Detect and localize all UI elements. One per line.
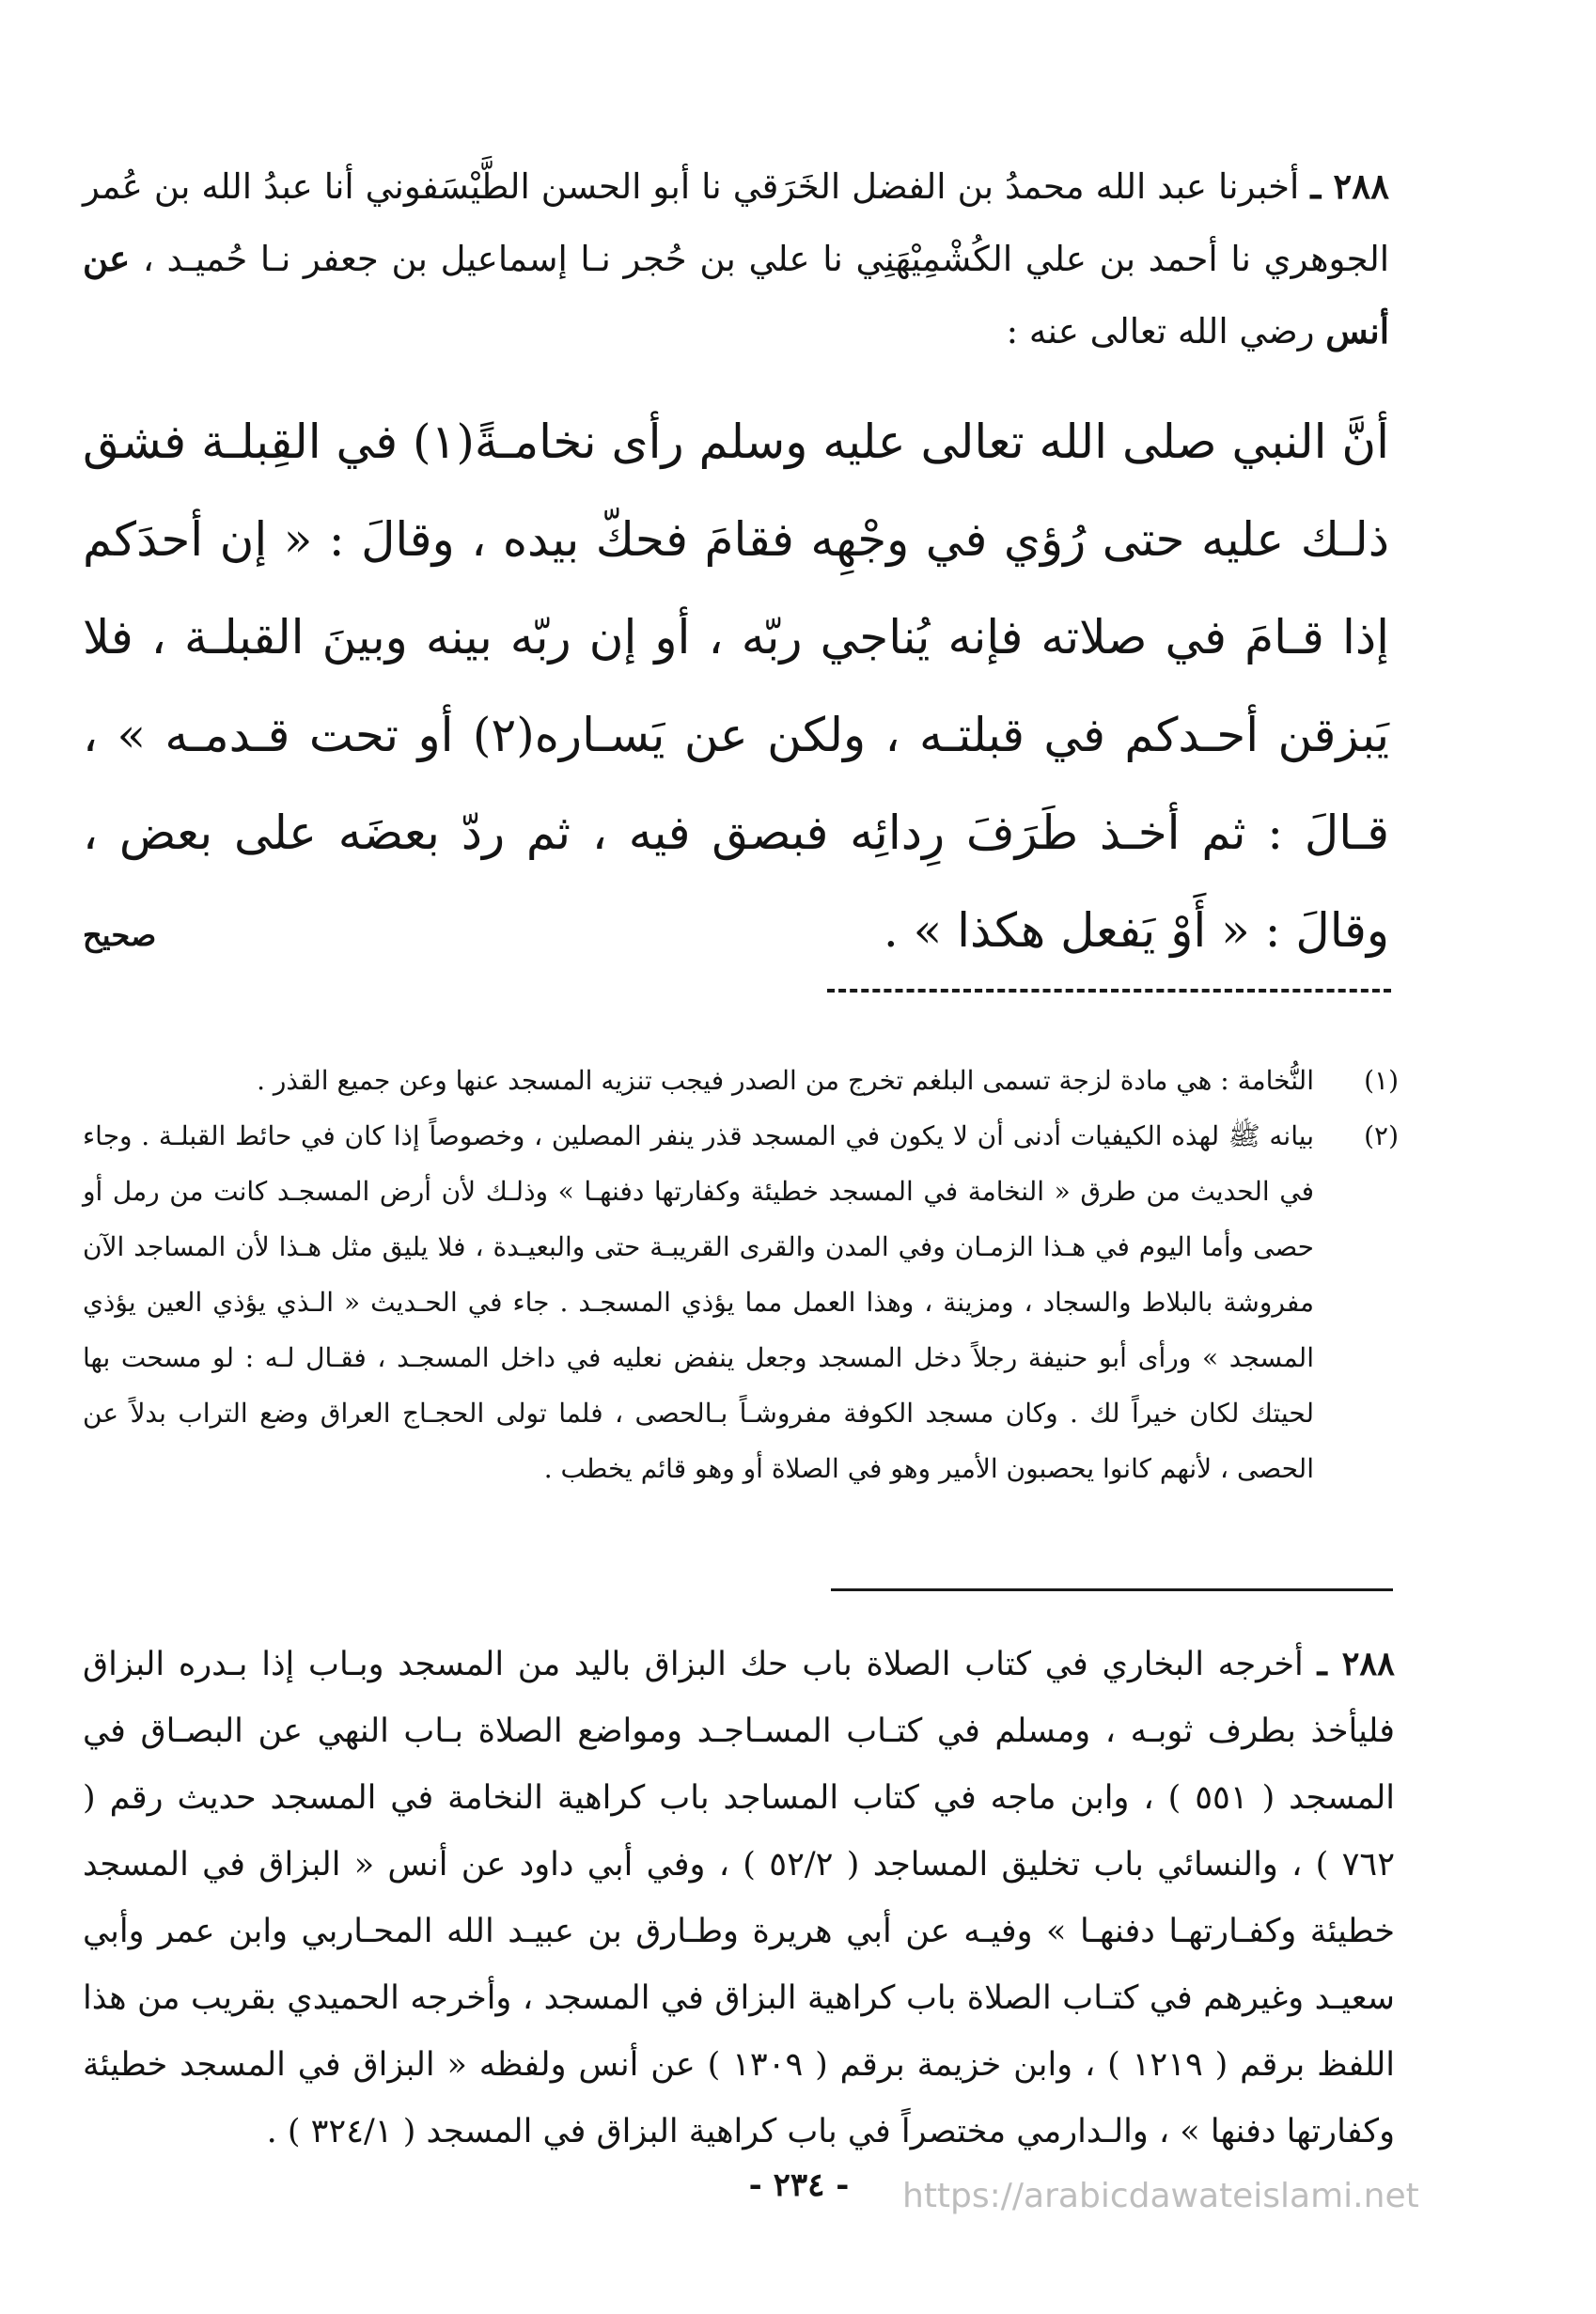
footnote-number: (٢) xyxy=(1364,1120,1399,1151)
narrator-name: عن أنس xyxy=(83,238,1389,352)
dashed-divider xyxy=(827,989,1391,993)
hadith-matn xyxy=(83,393,1389,979)
isnad-text: أخبرنا عبد الله محمدُ بن الفضل الخَرَقي نا أبو الحسن الطَّيْسَفوني أنا عبدُ الله بن عُمر الجوهري نا أحمد بن علي الكُشْمِيْهَنِي نا علي بن حُجر نـا إسماعيل بن جعفر نـا حُميـد ، xyxy=(83,166,1390,279)
watermark-url: https://arabicdawateislami.net xyxy=(902,2177,1419,2215)
takhrij-section xyxy=(83,1631,1395,2165)
hadith-number: ٢٨٨ ـ xyxy=(1310,165,1389,207)
footnote-number: (١) xyxy=(1364,1065,1399,1096)
hadith-isnad xyxy=(83,150,1389,367)
solid-divider xyxy=(831,1588,1393,1591)
footnotes xyxy=(83,1053,1399,1496)
footnote-2 xyxy=(83,1108,1399,1496)
takhrij-number: ٢٨٨ ـ xyxy=(1317,1645,1395,1683)
footnote-1 xyxy=(83,1053,1399,1108)
footnote-text: النُّخامة : هي مادة لزجة تسمى البلغم تخرج من الصدر فيجب تنزيه المسجد عنها وعن جميع القذر . xyxy=(257,1065,1314,1096)
matn-text: أنَّ النبي صلى الله تعالى عليه وسلم رأى نخامـةً(١) في القِبلـة فشق ذلـك عليه حتى رُؤي في وجْهِه فقامَ فحكّ بيده ، وقالَ : « إن أحدَكم إذا قـامَ في صلاته فإنه يُناجي ربّه ، أو إن ربّه بينه وبينَ القبلـة ، فلا يَبزقن أحـدكم في قبلتـه ، ولكن عن يَسـاره(٢) أو تحت قـدمـه » ، قـالَ : ثم أخـذ طَرَفَ رِدائِه فبصق فيه ، ثم ردّ بعضَه على بعض ، وقالَ : « أَوْ يَفعل هكذا » . xyxy=(83,414,1390,958)
hadith-grade: صحيح xyxy=(83,917,157,953)
footnote-text: بيانه ﷺ لهذه الكيفيات أدنى أن لا يكون في المسجد قذر ينفر المصلين ، وخصوصاً إذا كان في حائط القبلـة . وجاء في الحديث من طرق « النخامة في المسجد خطيئة وكفارتها دفنهـا » وذلـك لأن أرض المسجـد كانت من رمل أو حصى وأما اليوم في هـذا الزمـان وفي المدن والقرى القريبـة حتى والبعيـدة ، فلا يليق مثل هـذا لأن المساجد الآن مفروشة بالبلاط والسجاد ، ومزينة ، وهذا العمل مما يؤذي المسجـد . جاء في الحـديث « الـذي يؤذي العين يؤذي المسجد » ورأى أبو حنيفة رجلاً دخل المسجد وجعل ينفض نعليه في داخل المسجـد ، فقـال لـه : لو مسحت بها لحيتك لكان خيراً لك . وكان مسجد الكوفة مفروشـاً بـالحصى ، فلما تولى الحجـاج العراق وضع التراب بدلاً عن الحصى ، لأنهم كانوا يحصبون الأمير وهو في الصلاة أو وهو قائم يخطب . xyxy=(83,1120,1314,1484)
page-number: - ٢٣٤ - xyxy=(748,2166,850,2204)
narrator-blessing: رضي الله تعالى عنه : xyxy=(1006,311,1315,352)
takhrij-text: أخرجه البخاري في كتاب الصلاة باب حك البزاق باليد من المسجد وبـاب إذا بـدره البزاق فليأخذ بطرف ثوبـه ، ومسلم في كتـاب المسـاجـد ومواضع الصلاة بـاب النهي عن البصـاق في المسجد ( ٥٥١ ) ، وابن ماجه في كتاب المساجد باب كراهية النخامة في المسجد حديث رقم ( ٧٦٢ ) ، والنسائي باب تخليق المساجد ( ٥٢/٢ ) ، وفي أبي داود عن أنس « البزاق في المسجد خطيئة وكفـارتهـا دفنهـا » وفيـه عن أبي هريرة وطـارق بن عبيـد الله المحـاربي وابن عمر وأبي سعيـد وغيرهم في كتـاب الصلاة باب كراهية البزاق في المسجد ، وأخرجه الحميدي بقريب من هذا اللفظ برقم ( ١٢١٩ ) ، وابن خزيمة برقم ( ١٣٠٩ ) عن أنس ولفظه « البزاق في المسجد خطيئة وكفارتها دفنها » ، والـدارمي مختصراً في باب كراهية البزاق في المسجد ( ٣٢٤/١ ) . xyxy=(83,1646,1395,2150)
